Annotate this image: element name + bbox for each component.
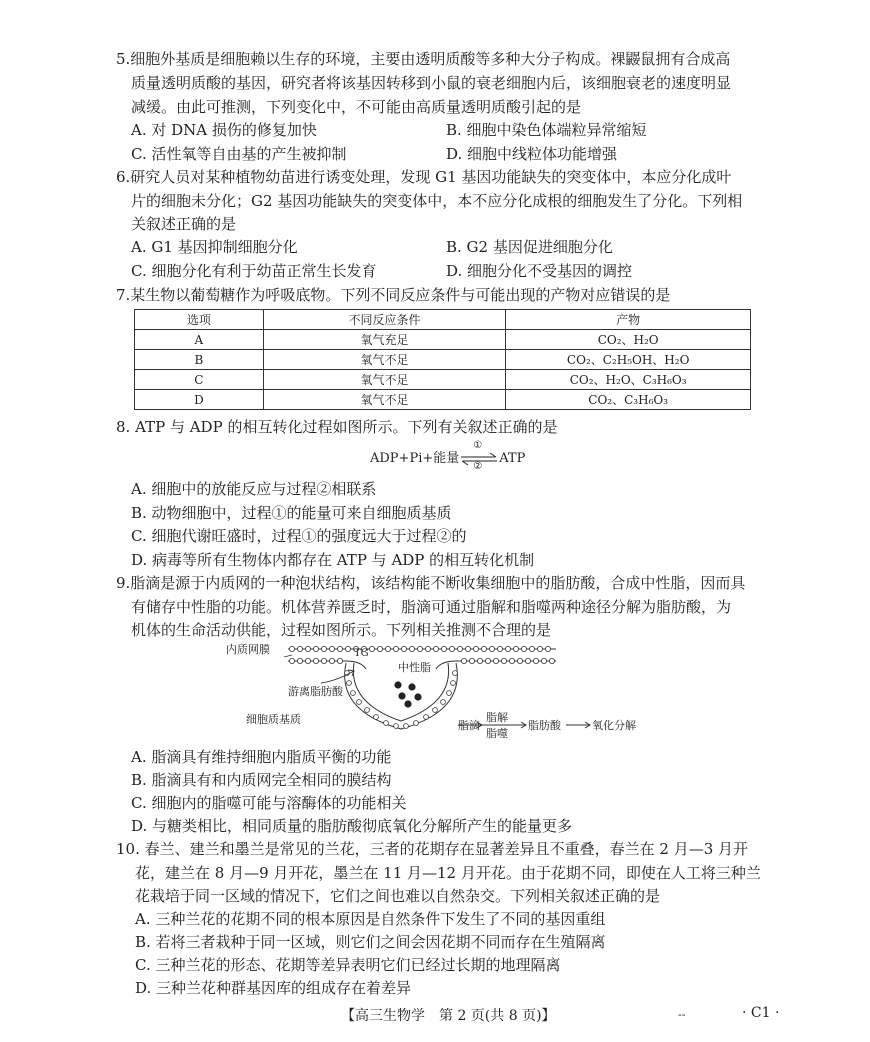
q6-option-a: A. G1 基因抑制细胞分化: [131, 238, 298, 256]
q5-option-a: A. 对 DNA 损伤的修复加快: [131, 121, 317, 139]
q8-option-d: D. 病毒等所有生物体内都存在 ATP 与 ADP 的相互转化机制: [131, 551, 535, 569]
lipolysis-label: 脂解: [486, 711, 508, 724]
table-cell: 氧气充足: [263, 330, 506, 350]
q10-option-b: B. 若将三者栽种于同一区域，则它们之间会因花期不同而存在生殖隔离: [135, 933, 606, 951]
table-cell: CO₂、H₂O: [506, 330, 751, 350]
table-cell: 氧气不足: [263, 390, 506, 410]
droplet-label: 脂滴: [458, 719, 480, 732]
table-cell: CO₂、H₂O、C₃H₆O₃: [506, 370, 751, 390]
table-cell: B: [135, 350, 264, 370]
q8-option-b: B. 动物细胞中，过程①的能量可来自细胞质基质: [131, 504, 452, 522]
q9-option-d: D. 与糖类相比，相同质量的脂肪酸彻底氧化分解所产生的能量更多: [131, 817, 573, 835]
q6-option-d: D. 细胞分化不受基因的调控: [446, 262, 633, 280]
tg-label: TG: [354, 648, 369, 659]
oxidation-label: 氧化分解: [592, 719, 636, 732]
q7-table-header: [135, 310, 751, 330]
q9-option-b: B. 脂滴具有和内质网完全相同的膜结构: [131, 771, 392, 789]
q5-option-d: D. 细胞中线粒体功能增强: [446, 145, 618, 163]
table-row: [135, 350, 751, 370]
q5-option-b: B. 细胞中染色体端粒异常缩短: [446, 121, 647, 139]
q7-table: [134, 309, 751, 410]
table-cell: 氧气不足: [263, 370, 506, 390]
er-membrane-label: 内质网膜: [226, 643, 270, 656]
table-cell: C: [135, 370, 264, 390]
q7-header-option: 选项: [135, 310, 264, 330]
process-2-label: ②: [473, 460, 483, 472]
footer-dash: --: [678, 1008, 686, 1021]
table-cell: CO₂、C₃H₆O₃: [506, 390, 751, 410]
q10-option-c: C. 三种兰花的形态、花期等差异表明它们已经过长期的地理隔离: [135, 956, 561, 974]
q5-stem-line-2: 质量透明质酸的基因，研究者将该基因转移到小鼠的衰老细胞内后，该细胞衰老的速度明显: [131, 74, 732, 92]
free-fatty-acid-label: 游离脂肪酸: [288, 685, 343, 698]
reversible-arrow-icon: [459, 439, 499, 472]
neutral-lipid-dots: [394, 681, 421, 707]
q8-option-c: C. 细胞代谢旺盛时，过程①的强度远大于过程②的: [131, 527, 467, 545]
fatty-acid-label: 脂肪酸: [528, 719, 561, 732]
lipid-droplet-diagram: [226, 641, 656, 741]
q10-option-d: D. 三种兰花种群基因库的组成存在着差异: [135, 979, 412, 997]
table-row: [135, 370, 751, 390]
q6-option-b: B. G2 基因促进细胞分化: [446, 238, 613, 256]
q7-header-product: 产物: [506, 310, 751, 330]
neutral-lipid-label: 中性脂: [398, 661, 431, 674]
atp-adp-equation: [370, 439, 526, 472]
droplet-heads: [345, 671, 458, 729]
q10-stem-line-3: 花栽培于同一区域的情况下，它们之间也难以自然杂交。下列相关叙述正确的是: [135, 887, 661, 905]
q10-stem-line-1: 10. 春兰、建兰和墨兰是常见的兰花，三者的花期存在显著差异且不重叠，春兰在 2 月—3 月开: [116, 840, 749, 858]
table-cell: 氧气不足: [263, 350, 506, 370]
q6-stem-line-1: 6.研究人员对某种植物幼苗进行诱变处理，发现 G1 基因功能缺失的突变体中，本应分化成叶: [116, 168, 732, 186]
q8-option-a: A. 细胞中的放能反应与过程②相联系: [131, 480, 377, 498]
q9-stem-line-3: 机体的生命活动供能，过程如图所示。下列相关推测不合理的是: [131, 621, 552, 639]
equation-right: ATP: [499, 451, 526, 466]
page-footer: 【高三生物学 第 2 页(共 8 页)】: [341, 1008, 556, 1024]
q9-option-a: A. 脂滴具有维持细胞内脂质平衡的功能: [131, 748, 392, 766]
q5-stem-line-1: 5.细胞外基质是细胞赖以生存的环境，主要由透明质酸等多种大分子构成。裸鼹鼠拥有合成高: [116, 50, 731, 68]
q5-option-c: C. 活性氧等自由基的产生被抑制: [131, 145, 347, 163]
table-row: [135, 390, 751, 410]
table-cell: A: [135, 330, 264, 350]
table-cell: D: [135, 390, 264, 410]
q10-option-a: A. 三种兰花的花期不同的根本原因是自然条件下发生了不同的基因重组: [135, 910, 606, 928]
cytoplasm-label: 细胞质基质: [246, 713, 301, 726]
lipophagy-label: 脂噬: [486, 727, 508, 740]
q5-stem-line-3: 减缓。由此可推测，下列变化中，不可能由高质量透明质酸引起的是: [131, 98, 582, 116]
q9-stem-line-2: 有储存中性脂的功能。机体营养匮乏时，脂滴可通过脂解和脂噬两种途径分解为脂肪酸，为: [131, 598, 732, 616]
paper-code: · C1 ·: [742, 1005, 780, 1021]
process-1-label: ①: [473, 439, 483, 451]
q6-option-c: C. 细胞分化有利于幼苗正常生长发育: [131, 262, 377, 280]
q9-option-c: C. 细胞内的脂噬可能与溶酶体的功能相关: [131, 794, 407, 812]
q7-header-condition: 不同反应条件: [263, 310, 506, 330]
q10-stem-line-2: 花，建兰在 8 月—9 月开花，墨兰在 11 月—12 月开花。由于花期不同，即使在人工将三种兰: [135, 864, 761, 882]
q6-stem-line-3: 关叙述正确的是: [131, 215, 237, 233]
q9-stem-line-1: 9.脂滴是源于内质网的一种泡状结构，该结构能不断收集细胞中的脂肪酸，合成中性脂，因而具: [116, 574, 746, 592]
equation-left: ADP+Pi+能量: [370, 451, 460, 466]
q6-stem-line-2: 片的细胞未分化；G2 基因功能缺失的突变体中，本不应分化成根的细胞发生了分化。下列相: [131, 192, 743, 210]
q7-stem: 7.某生物以葡萄糖作为呼吸底物。下列不同反应条件与可能出现的产物对应错误的是: [116, 286, 671, 304]
table-row: [135, 330, 751, 350]
q8-stem: 8. ATP 与 ADP 的相互转化过程如图所示。下列有关叙述正确的是: [116, 418, 558, 436]
table-cell: CO₂、C₂H₅OH、H₂O: [506, 350, 751, 370]
